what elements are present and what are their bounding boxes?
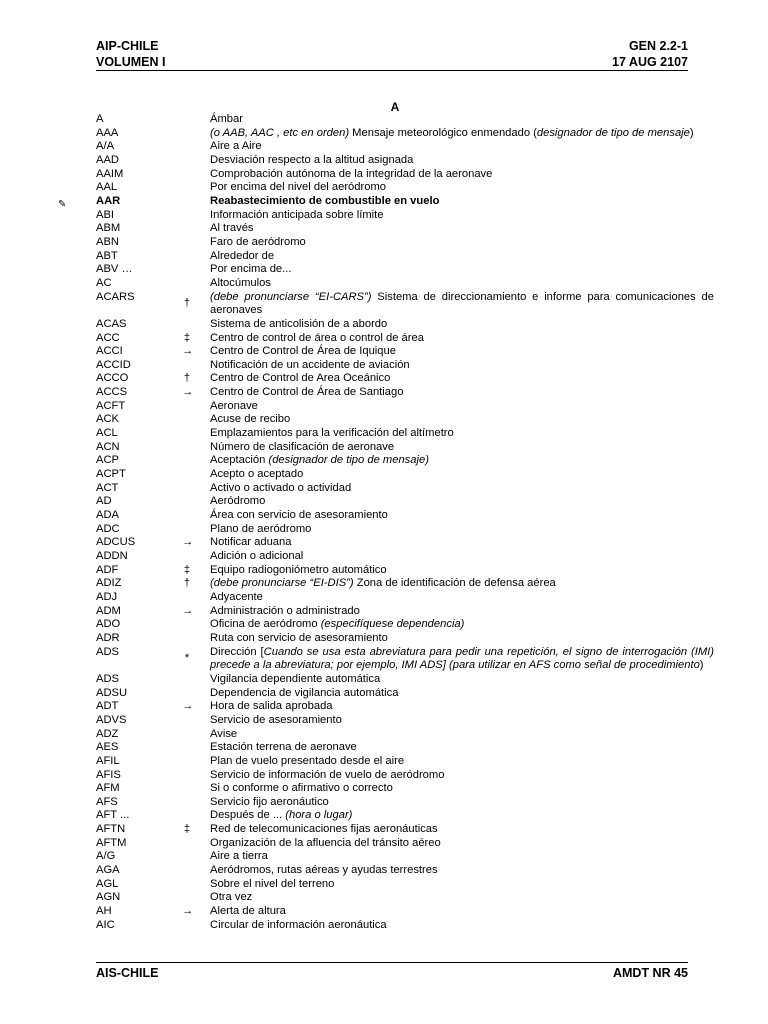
abbreviation-row: [96, 769, 716, 783]
abbreviation-code: AD: [96, 495, 112, 508]
abbreviation-row: [96, 427, 716, 441]
abbreviation-code: ADSU: [96, 686, 128, 699]
abbreviation-code: ADT: [96, 700, 119, 713]
abbreviation-code: AFTN: [96, 823, 126, 836]
definition-text: Si o conforme o afirmativo o correcto: [210, 782, 393, 795]
abbreviation-definition: [210, 646, 714, 673]
abbreviation-row: [96, 755, 716, 769]
abbreviation-code: AAL: [96, 181, 118, 194]
abbreviation-row: [96, 523, 716, 537]
abbreviation-row: [96, 441, 716, 455]
abbreviation-definition: [210, 168, 714, 182]
abbreviation-code: ACN: [96, 440, 120, 453]
definition-text: Dirección [: [210, 645, 264, 658]
definition-text: Comprobación autónoma de la integridad de la aeronave: [210, 167, 493, 180]
abbreviation-row: [96, 536, 716, 550]
definition-text: Servicio de asesoramiento: [210, 713, 342, 726]
definition-text: Red de telecomunicaciones fijas aeronáuticas: [210, 823, 438, 836]
definition-text: Aire a tierra: [210, 850, 268, 863]
abbreviation-definition: [210, 769, 714, 783]
definition-text: designador de tipo de mensaje: [536, 126, 690, 139]
abbreviation-code: AFM: [96, 782, 120, 795]
definition-text: Servicio de información de vuelo de aeródromo: [210, 768, 445, 781]
abbreviation-definition: [210, 905, 714, 919]
abbreviation-definition: [210, 236, 714, 250]
abbreviation-code: AFTM: [96, 836, 127, 849]
abbreviation-definition: [210, 127, 714, 141]
definition-text: Por encima de...: [210, 263, 292, 276]
abbreviation-definition: [210, 250, 714, 264]
abbreviation-row: [96, 919, 716, 933]
abbreviation-code: AIC: [96, 918, 115, 931]
abbreviation-code: ADS: [96, 645, 120, 658]
abbreviation-row: [96, 154, 716, 168]
definition-text: Acuse de recibo: [210, 413, 291, 426]
status-mark: →: [182, 536, 194, 549]
abbreviation-row: [96, 782, 716, 796]
abbreviation-row: [96, 618, 716, 632]
definition-text: Centro de Control de Área de Santiago: [210, 386, 404, 399]
abbreviation-code: ACARS: [96, 290, 135, 303]
abbreviation-code: ACL: [96, 427, 118, 440]
status-mark: →: [182, 700, 194, 713]
status-mark: †: [183, 577, 191, 590]
abbreviation-code: ABV …: [96, 263, 133, 276]
abbreviation-definition: [210, 332, 714, 346]
abbreviation-code: ADC: [96, 522, 120, 535]
header-page-ref: GEN 2.2-1: [628, 39, 688, 53]
status-mark: →: [182, 604, 194, 617]
abbreviation-row: [96, 482, 716, 496]
abbreviation-row: [96, 140, 716, 154]
abbreviation-definition: [210, 441, 714, 455]
abbreviation-code: ABT: [96, 249, 118, 262]
abbreviation-row: [96, 236, 716, 250]
abbreviation-definition: [210, 454, 714, 468]
definition-text: Sistema de direccionamiento e informe para comunicaciones de aeronaves: [210, 290, 714, 317]
abbreviation-code: ACCS: [96, 386, 128, 399]
abbreviation-definition: [210, 891, 714, 905]
definition-text: Centro de control de área o control de área: [210, 331, 424, 344]
definition-text: Alerta de altura: [210, 905, 286, 918]
abbreviation-definition: [210, 318, 714, 332]
abbreviation-definition: [210, 345, 714, 359]
abbreviation-code: ACT: [96, 481, 119, 494]
abbreviation-definition: [210, 837, 714, 851]
definition-text: Desviación respecto a la altitud asignada: [210, 153, 414, 166]
abbreviation-definition: [210, 154, 714, 168]
abbreviation-code: ADA: [96, 509, 120, 522]
abbreviation-row: [96, 195, 716, 209]
abbreviation-row: [96, 345, 716, 359]
abbreviation-row: [96, 372, 716, 386]
definition-text: Centro de Control de Área de Iquique: [210, 345, 396, 358]
abbreviation-row: [96, 181, 716, 195]
abbreviation-row: [96, 113, 716, 127]
abbreviation-code: ACP: [96, 454, 120, 467]
abbreviation-code: ADCUS: [96, 536, 136, 549]
abbreviation-code: A: [96, 113, 104, 125]
abbreviation-definition: [210, 741, 714, 755]
definition-text: Aeronave: [210, 399, 258, 412]
definition-text: Adyacente: [210, 590, 263, 603]
definition-text: Por encima del nivel del aeródromo: [210, 181, 386, 194]
definition-text: (o AAB, AAC , etc en orden): [210, 126, 350, 139]
status-mark: ‡: [183, 823, 191, 836]
abbreviation-code: ACC: [96, 331, 120, 344]
abbreviation-definition: [210, 140, 714, 154]
abbreviation-row: [96, 687, 716, 701]
abbreviation-definition: [210, 577, 714, 591]
abbreviation-row: [96, 796, 716, 810]
status-mark: →: [182, 386, 194, 399]
definition-text: Adición o adicional: [210, 550, 304, 562]
definition-text: Después de ...: [210, 809, 286, 822]
abbreviation-code: AGA: [96, 864, 120, 877]
abbreviation-row: [96, 809, 716, 823]
definition-text: Notificación de un accidente de aviación: [210, 358, 410, 371]
abbreviation-code: ACCO: [96, 372, 129, 385]
definition-text: Alrededor de: [210, 249, 275, 262]
status-mark: †: [183, 296, 191, 309]
abbreviation-row: [96, 591, 716, 605]
abbreviation-row: [96, 714, 716, 728]
abbreviation-definition: [210, 427, 714, 441]
abbreviation-code: ADZ: [96, 727, 119, 740]
definition-text: Notificar aduana: [210, 536, 292, 549]
abbreviation-row: [96, 741, 716, 755]
abbreviation-row: [96, 837, 716, 851]
abbreviation-row: [96, 263, 716, 277]
abbreviation-definition: [210, 687, 714, 701]
abbreviation-definition: [210, 386, 714, 400]
abbreviation-definition: [210, 809, 714, 823]
abbreviation-code: ADVS: [96, 713, 127, 726]
abbreviation-row: [96, 291, 716, 318]
abbreviation-definition: [210, 195, 714, 209]
definition-text: Estación terrena de aeronave: [210, 741, 357, 754]
abbreviation-code: ADR: [96, 631, 120, 644]
definition-text: Faro de aeródromo: [210, 235, 306, 248]
abbreviation-row: [96, 454, 716, 468]
abbreviation-code: ACPT: [96, 468, 126, 481]
abbreviation-definition: [210, 591, 714, 605]
definition-text: Avise: [210, 727, 238, 740]
abbreviation-code: ACAS: [96, 317, 127, 330]
definition-text: ): [689, 126, 694, 139]
abbreviation-code: AAA: [96, 126, 119, 139]
abbreviation-code: ADS: [96, 672, 120, 685]
definition-text: Altocúmulos: [210, 276, 271, 289]
abbreviation-row: [96, 878, 716, 892]
abbreviation-definition: [210, 263, 714, 277]
abbreviation-row: [96, 564, 716, 578]
definition-text: Aeródromos, rutas aéreas y ayudas terrestres: [210, 864, 438, 877]
abbreviation-definition: [210, 550, 714, 564]
definition-text: Organización de la afluencia del tránsito aéreo: [210, 836, 441, 849]
abbreviation-row: [96, 400, 716, 414]
abbreviation-code: A/G: [96, 850, 116, 863]
abbreviation-definition: [210, 673, 714, 687]
abbreviation-row: [96, 332, 716, 346]
abbreviation-code: AGN: [96, 891, 121, 904]
definition-text: (hora o lugar): [285, 809, 353, 822]
abbreviation-code: AH: [96, 905, 112, 918]
abbreviation-definition: [210, 113, 714, 127]
definition-text: Mensaje meteorológico enmendado (: [349, 126, 537, 139]
definition-text: (especifíquese dependencia): [320, 618, 465, 631]
abbreviation-definition: [210, 291, 714, 318]
abbreviation-code: AES: [96, 741, 119, 754]
abbreviation-code: AFS: [96, 795, 118, 808]
abbreviation-definition: [210, 714, 714, 728]
abbreviation-row: [96, 250, 716, 264]
section-letter: A: [390, 100, 400, 114]
status-mark: †: [183, 372, 191, 385]
abbreviation-code: ACCI: [96, 345, 123, 358]
definition-text: Al través: [210, 222, 254, 235]
abbreviation-row: [96, 209, 716, 223]
definition-text: Otra vez: [210, 891, 253, 904]
abbreviation-definition: [210, 850, 714, 864]
definition-text: Ruta con servicio de asesoramiento: [210, 631, 388, 644]
definition-text: Administración o administrado: [210, 604, 360, 617]
abbreviation-definition: [210, 782, 714, 796]
abbreviation-row: [96, 386, 716, 400]
abbreviation-definition: [210, 277, 714, 291]
abbreviation-definition: [210, 509, 714, 523]
abbreviation-row: [96, 468, 716, 482]
abbreviation-definition: [210, 618, 714, 632]
abbreviation-definition: [210, 605, 714, 619]
abbreviation-code: ADJ: [96, 590, 118, 603]
abbreviation-definition: [210, 181, 714, 195]
abbreviation-list: [96, 113, 716, 932]
abbreviation-definition: [210, 359, 714, 373]
definition-text: Cuando se usa esta abreviatura para pedir una repetición, el signo de interrogación (IMI) precede a la abreviatura; por ejemplo, IMI ADS] (para utilizar en AFS como señal de procedimiento: [210, 645, 714, 672]
abbreviation-code: ADDN: [96, 550, 128, 562]
definition-text: Oficina de aeródromo: [210, 618, 321, 631]
definition-text: Sobre el nivel del terreno: [210, 877, 335, 890]
abbreviation-definition: [210, 728, 714, 742]
definition-text: Circular de información aeronáutica: [210, 918, 387, 931]
abbreviation-code: ABI: [96, 208, 115, 221]
footer-issuer: AIS-CHILE: [96, 966, 159, 980]
definition-text: Equipo radiogoniómetro automático: [210, 563, 387, 576]
abbreviation-row: [96, 168, 716, 182]
definition-text: Dependencia de vigilancia automática: [210, 686, 399, 699]
definition-text: ): [699, 659, 704, 672]
abbreviation-row: [96, 673, 716, 687]
header-volume: VOLUMEN I: [96, 55, 166, 69]
definition-text: Sistema de anticolisión de a abordo: [210, 317, 388, 330]
abbreviation-definition: [210, 823, 714, 837]
abbreviation-code: AFT ...: [96, 809, 130, 822]
abbreviation-definition: [210, 209, 714, 223]
status-mark: ‡: [183, 331, 191, 344]
abbreviation-definition: [210, 413, 714, 427]
abbreviation-row: [96, 605, 716, 619]
abbreviation-row: [96, 700, 716, 714]
abbreviation-definition: [210, 372, 714, 386]
abbreviation-row: [96, 632, 716, 646]
definition-text: Aceptación: [210, 454, 269, 467]
definition-text: Servicio fijo aeronáutico: [210, 795, 329, 808]
definition-text: Reabastecimiento de combustible en vuelo: [210, 194, 440, 207]
abbreviation-row: [96, 413, 716, 427]
change-marker-icon: ✎: [58, 199, 67, 210]
abbreviation-row: [96, 318, 716, 332]
abbreviation-definition: [210, 495, 714, 509]
abbreviation-row: [96, 222, 716, 236]
status-mark: →: [182, 905, 194, 918]
definition-text: Hora de salida aprobada: [210, 700, 333, 713]
abbreviation-definition: [210, 632, 714, 646]
definition-text: Plan de vuelo presentado desde el aire: [210, 754, 405, 767]
abbreviation-definition: [210, 864, 714, 878]
abbreviation-code: A/A: [96, 140, 115, 153]
status-mark: *: [184, 651, 190, 664]
abbreviation-definition: [210, 523, 714, 537]
abbreviation-code: AFIL: [96, 754, 120, 767]
abbreviation-row: [96, 891, 716, 905]
abbreviation-code: AAD: [96, 153, 120, 166]
definition-text: Vigilancia dependiente automática: [210, 672, 381, 685]
abbreviation-row: [96, 359, 716, 373]
definition-text: Información anticipada sobre límite: [210, 208, 384, 221]
abbreviation-row: [96, 823, 716, 837]
abbreviation-code: ACK: [96, 413, 120, 426]
abbreviation-definition: [210, 536, 714, 550]
abbreviation-definition: [210, 468, 714, 482]
abbreviation-code: AAIM: [96, 167, 124, 180]
abbreviation-definition: [210, 919, 714, 933]
header-publication: AIP-CHILE: [96, 39, 159, 53]
abbreviation-row: [96, 550, 716, 564]
abbreviation-definition: [210, 878, 714, 892]
footer-rule: [96, 962, 688, 963]
definition-text: Aire a Aire: [210, 140, 262, 153]
header-rule: [96, 70, 688, 71]
definition-text: Plano de aeródromo: [210, 522, 312, 535]
abbreviation-row: [96, 905, 716, 919]
definition-text: Emplazamientos para la verificación del altímetro: [210, 427, 454, 440]
abbreviation-code: AC: [96, 276, 112, 289]
definition-text: Zona de identificación de defensa aérea: [353, 577, 556, 590]
abbreviation-row: [96, 864, 716, 878]
abbreviation-row: [96, 277, 716, 291]
abbreviation-row: [96, 509, 716, 523]
abbreviation-code: AAR: [96, 194, 121, 207]
footer-amendment: AMDT NR 45: [612, 966, 688, 980]
definition-text: (debe pronunciarse “EI-CARS”): [210, 290, 372, 303]
abbreviation-code: ADO: [96, 618, 121, 631]
abbreviation-definition: [210, 400, 714, 414]
abbreviation-code: ACFT: [96, 399, 126, 412]
definition-text: Centro de Control de Area Oceánico: [210, 372, 391, 385]
definition-text: Aeródromo: [210, 495, 266, 508]
abbreviation-row: [96, 850, 716, 864]
header-date: 17 AUG 2107: [612, 55, 688, 69]
abbreviation-definition: [210, 796, 714, 810]
status-mark: →: [182, 345, 194, 358]
abbreviation-row: [96, 728, 716, 742]
abbreviation-code: ADF: [96, 563, 119, 576]
abbreviation-definition: [210, 700, 714, 714]
definition-text: Ámbar: [210, 113, 243, 125]
definition-text: Área con servicio de asesoramiento: [210, 509, 388, 522]
definition-text: (designador de tipo de mensaje): [268, 454, 429, 467]
abbreviation-code: ABN: [96, 235, 120, 248]
status-mark: ‡: [183, 563, 191, 576]
abbreviation-code: ABM: [96, 222, 121, 235]
definition-text: Número de clasificación de aeronave: [210, 440, 395, 453]
definition-text: Acepto o aceptado: [210, 468, 304, 481]
abbreviation-code: ADM: [96, 604, 121, 617]
abbreviation-code: ACCID: [96, 358, 131, 371]
definition-text: Activo o activado o actividad: [210, 481, 352, 494]
abbreviation-code: AGL: [96, 877, 119, 890]
abbreviation-definition: [210, 222, 714, 236]
abbreviation-code: AFIS: [96, 768, 121, 781]
abbreviation-definition: [210, 564, 714, 578]
abbreviation-definition: [210, 755, 714, 769]
abbreviation-row: [96, 127, 716, 141]
definition-text: (debe pronunciarse “EI-DIS”): [210, 577, 354, 590]
abbreviation-row: [96, 495, 716, 509]
abbreviation-row: [96, 646, 716, 673]
abbreviation-definition: [210, 482, 714, 496]
abbreviation-row: [96, 577, 716, 591]
abbreviation-code: ADIZ: [96, 577, 122, 590]
